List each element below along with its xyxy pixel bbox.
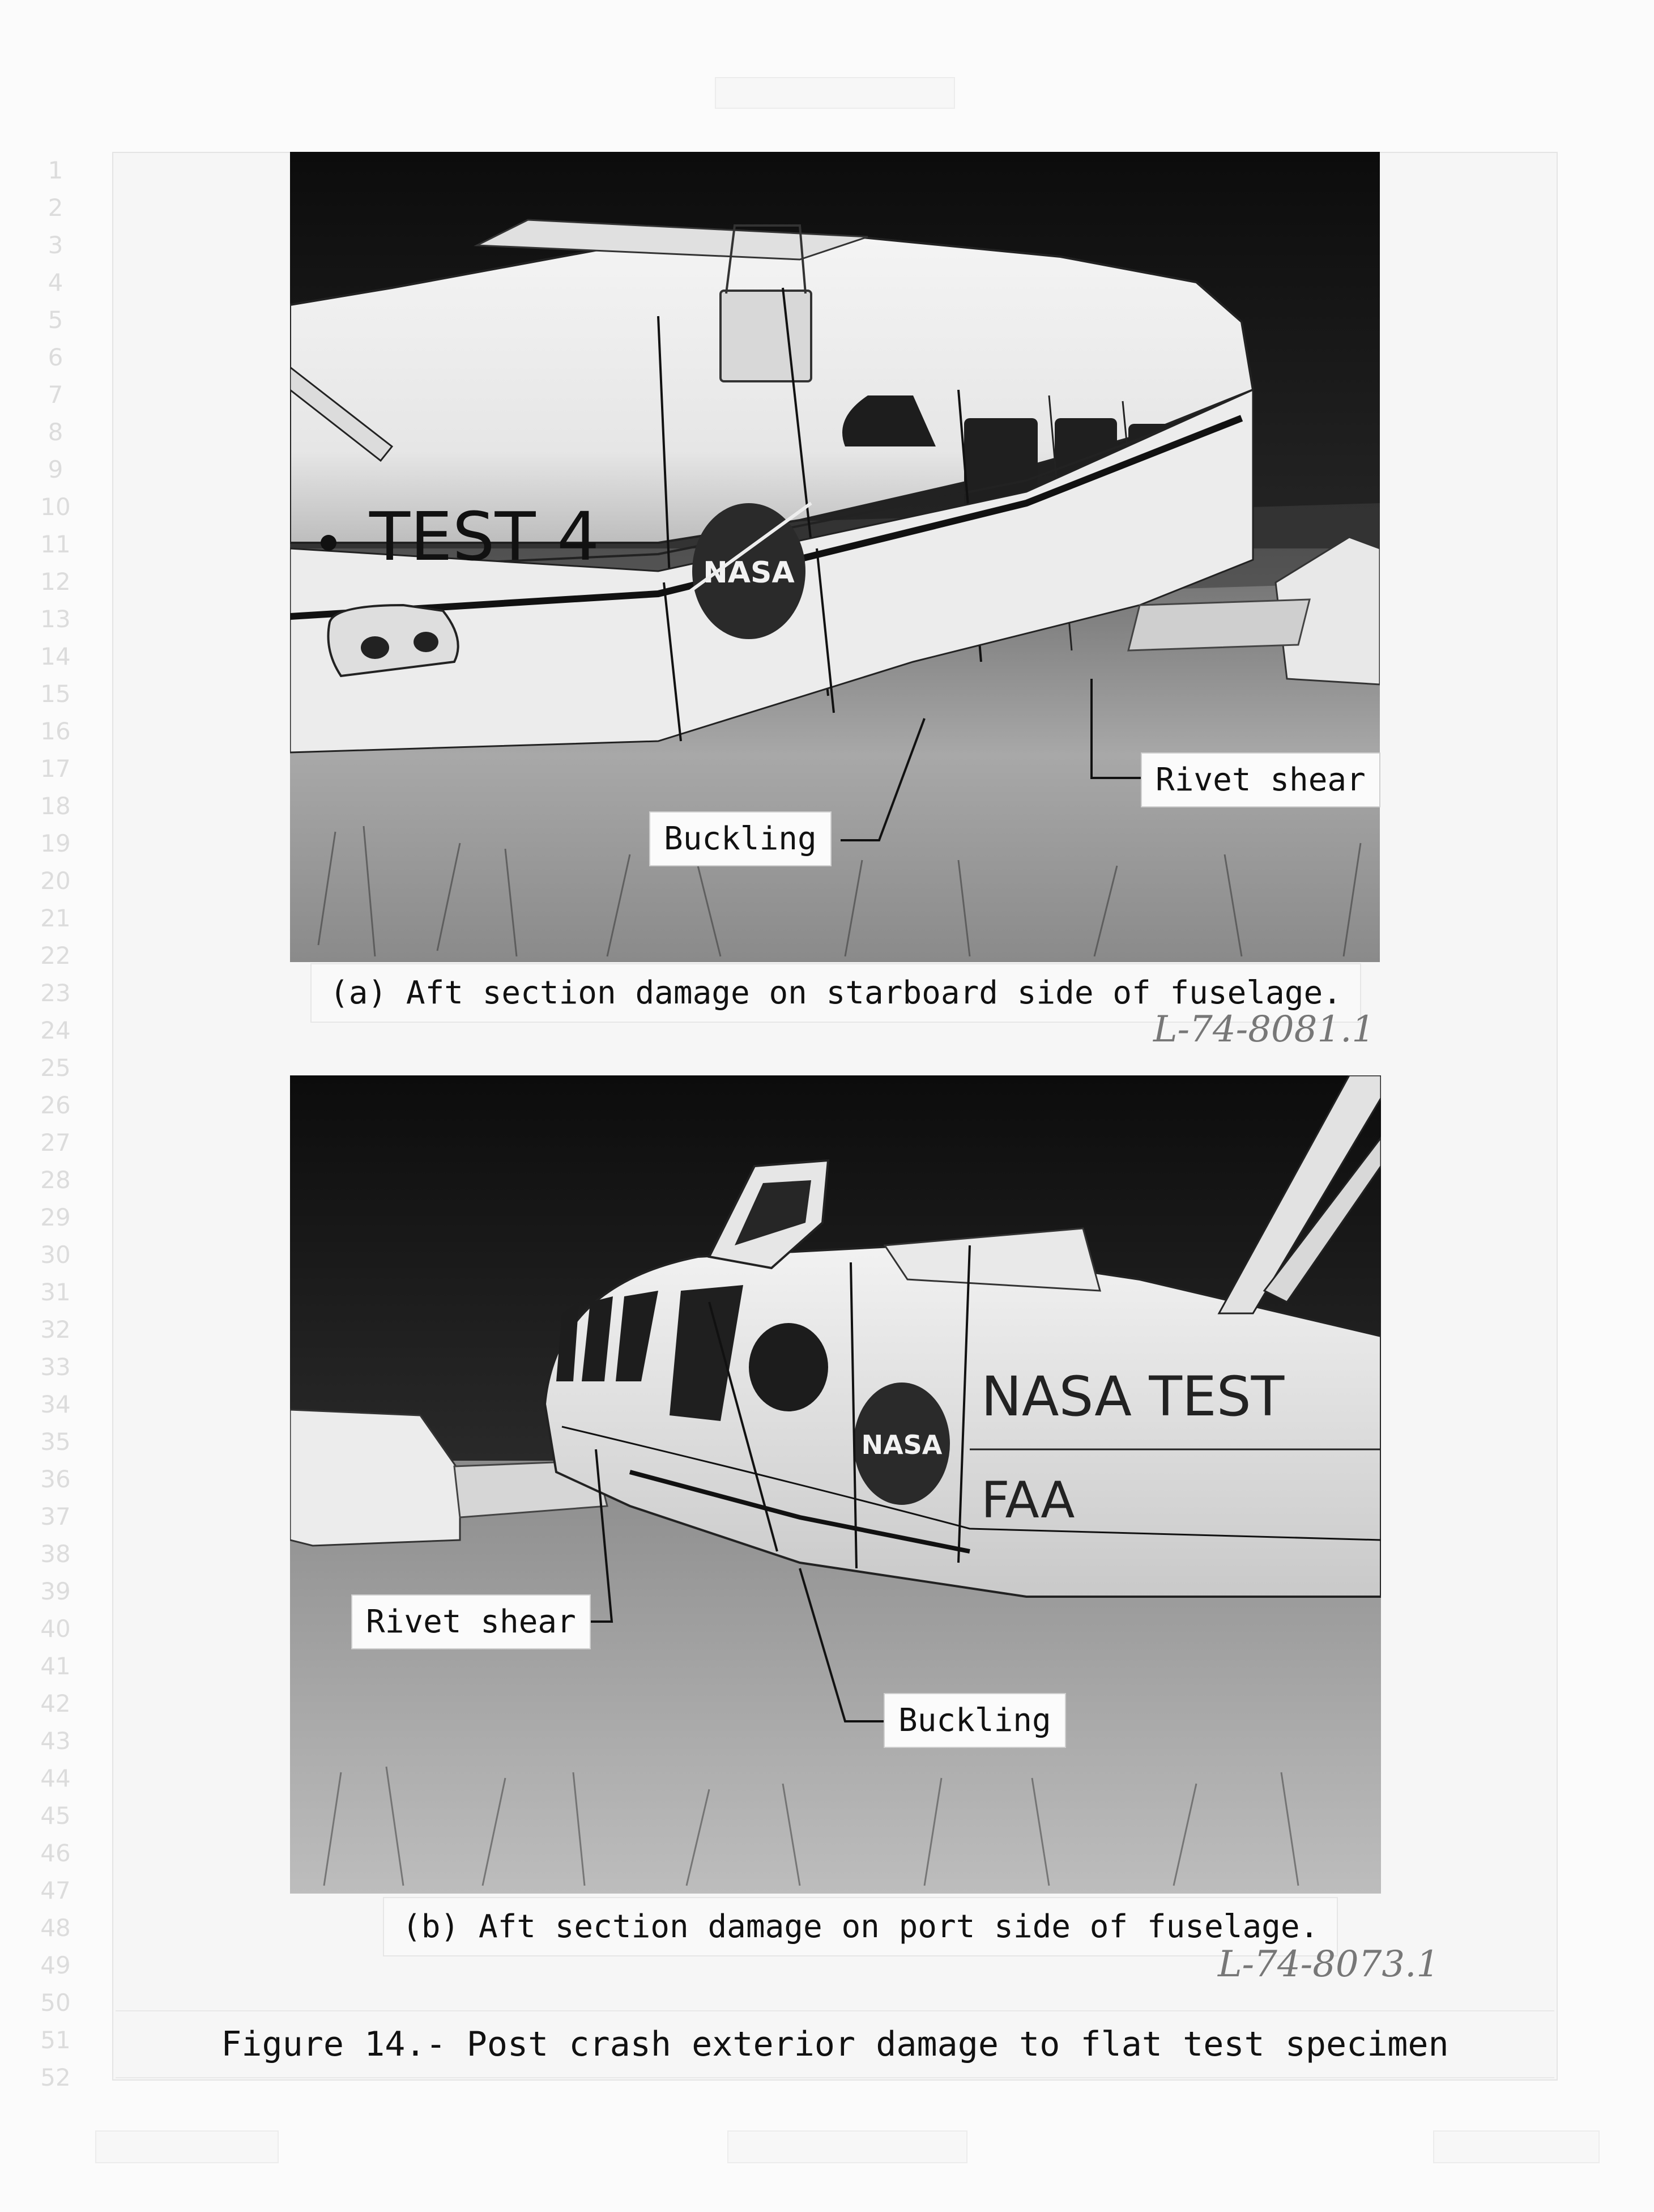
margin-line-number: 8: [48, 418, 63, 446]
nasa-logo-b: NASA: [861, 1430, 943, 1460]
margin-line-number: 26: [40, 1091, 71, 1119]
caption-a: (a) Aft section damage on starboard side of fuselage.: [310, 963, 1361, 1023]
margin-line-number: 5: [48, 306, 63, 334]
margin-line-number: 3: [48, 231, 63, 259]
callout-rivet-shear-a: Rivet shear: [1141, 752, 1380, 807]
caption-b: (b) Aft section damage on port side of fuselage.: [383, 1897, 1338, 1956]
margin-line-number: 50: [40, 1989, 71, 2017]
negative-number-a: L-74-8081.1: [1153, 1009, 1375, 1050]
bottom-tab-right: [1433, 2130, 1600, 2163]
margin-line-numbers: [33, 152, 78, 2096]
figure-caption: Figure 14.- Post crash exterior damage to flat test specimen: [116, 2010, 1554, 2078]
margin-line-number: 18: [40, 792, 71, 820]
photo-starboard-illustration: [290, 152, 1380, 962]
margin-line-number: 25: [40, 1054, 71, 1082]
margin-line-number: 24: [40, 1016, 71, 1044]
margin-line-number: 49: [40, 1951, 71, 1979]
margin-line-number: 43: [40, 1727, 71, 1755]
margin-line-number: 22: [40, 942, 71, 969]
margin-line-number: 29: [40, 1203, 71, 1231]
margin-line-number: 40: [40, 1615, 71, 1643]
margin-line-number: 1: [48, 156, 63, 184]
margin-line-number: 28: [40, 1166, 71, 1194]
margin-line-number: 19: [40, 829, 71, 857]
margin-line-number: 31: [40, 1278, 71, 1306]
margin-line-number: 16: [40, 717, 71, 745]
callout-buckling-b: Buckling: [884, 1693, 1066, 1748]
photo-port-side: [290, 1075, 1381, 1894]
margin-line-number: 51: [40, 2026, 71, 2054]
margin-line-number: 45: [40, 1802, 71, 1830]
bottom-tab-left: [95, 2130, 279, 2163]
margin-line-number: 9: [48, 456, 63, 483]
photo-starboard-side: [290, 152, 1380, 962]
photo-port-illustration: [290, 1075, 1381, 1894]
fuselage-text-test-4: TEST 4: [369, 497, 600, 576]
margin-line-number: 20: [40, 867, 71, 895]
margin-line-number: 35: [40, 1428, 71, 1456]
margin-line-number: 12: [40, 568, 71, 595]
margin-line-number: 15: [40, 680, 71, 708]
margin-line-number: 37: [40, 1503, 71, 1530]
callout-buckling-a: Buckling: [649, 811, 832, 866]
margin-line-number: 42: [40, 1690, 71, 1717]
margin-line-number: 47: [40, 1877, 71, 1904]
margin-line-number: 7: [48, 381, 63, 409]
margin-line-number: 27: [40, 1129, 71, 1156]
margin-line-number: 21: [40, 904, 71, 932]
callout-rivet-shear-b: Rivet shear: [351, 1594, 591, 1649]
margin-line-number: 23: [40, 979, 71, 1007]
top-tab-mark: [715, 77, 955, 109]
margin-line-number: 39: [40, 1577, 71, 1605]
margin-line-number: 41: [40, 1652, 71, 1680]
margin-line-number: 48: [40, 1914, 71, 1942]
margin-line-number: 6: [48, 343, 63, 371]
margin-line-number: 4: [48, 269, 63, 296]
margin-line-number: 11: [40, 530, 71, 558]
fuselage-text-faa: FAA: [981, 1471, 1075, 1529]
negative-number-b: L-74-8073.1: [1218, 1943, 1440, 1985]
margin-line-number: 17: [40, 755, 71, 782]
bottom-tab-center: [727, 2130, 967, 2163]
margin-line-number: 36: [40, 1465, 71, 1493]
margin-line-number: 33: [40, 1353, 71, 1381]
margin-line-number: 2: [48, 194, 63, 222]
margin-line-number: 32: [40, 1316, 71, 1343]
margin-line-number: 34: [40, 1390, 71, 1418]
margin-line-number: 30: [40, 1241, 71, 1269]
margin-line-number: 10: [40, 493, 71, 521]
margin-line-number: 14: [40, 643, 71, 670]
margin-line-number: 38: [40, 1540, 71, 1568]
margin-line-number: 52: [40, 2064, 71, 2091]
margin-line-number: 44: [40, 1764, 71, 1792]
fuselage-text-nasa-test: NASA TEST: [981, 1365, 1285, 1428]
nasa-logo-a: NASA: [703, 556, 795, 590]
margin-line-number: 46: [40, 1839, 71, 1867]
margin-line-number: 13: [40, 605, 71, 633]
